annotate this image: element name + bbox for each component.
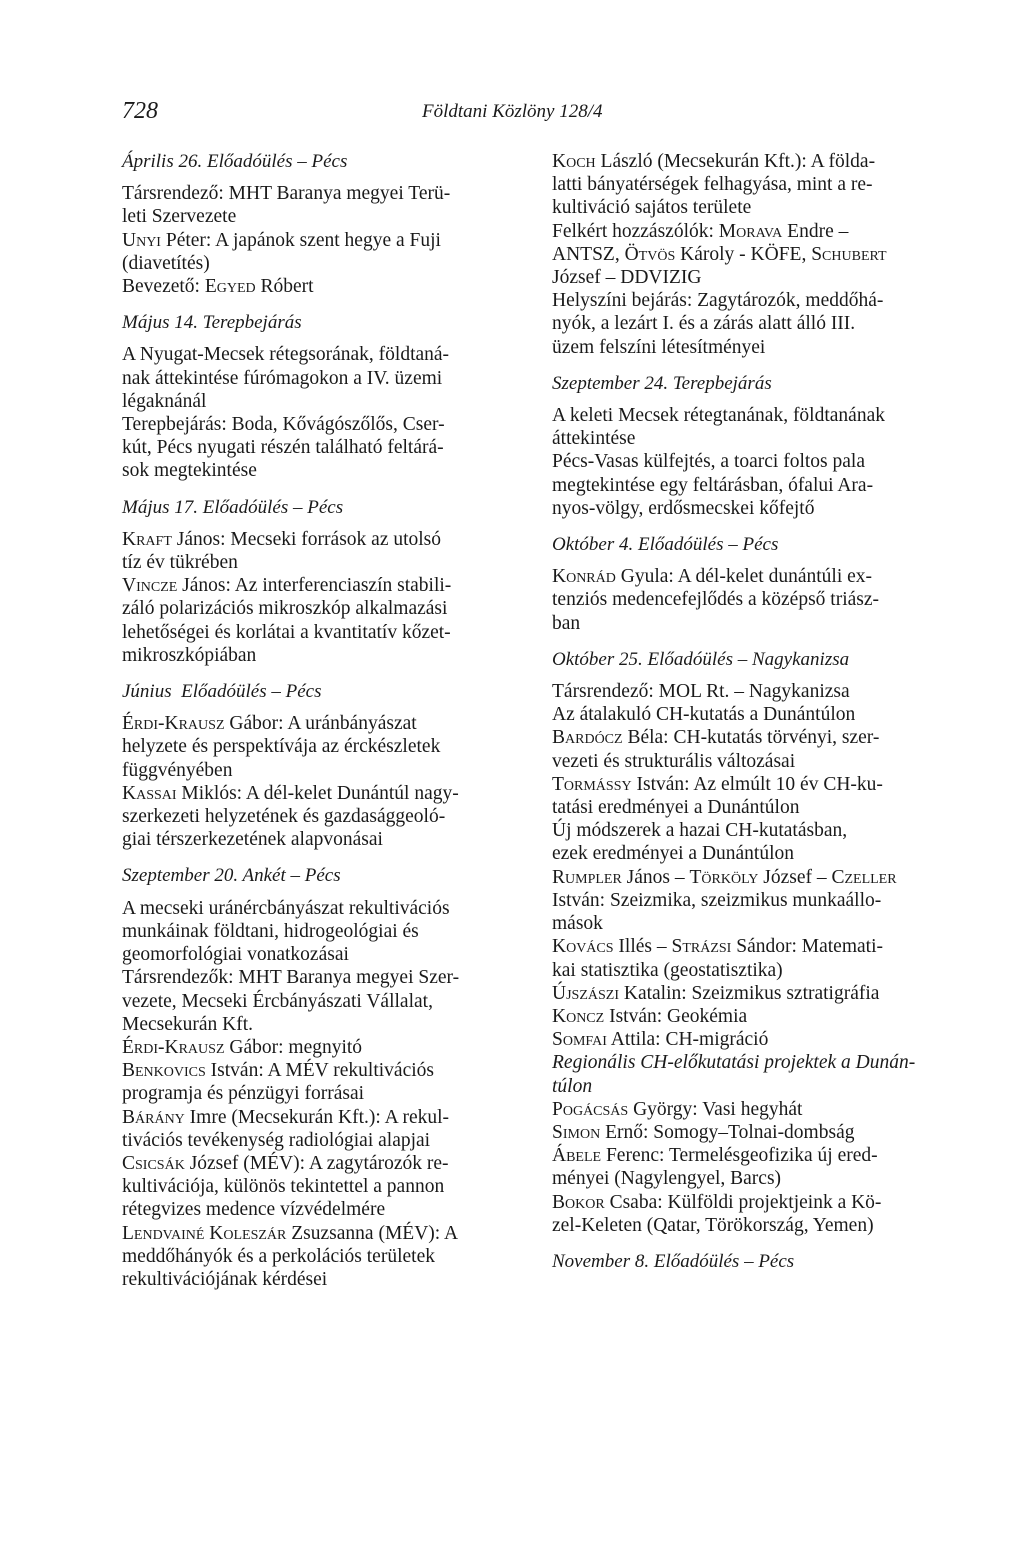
text-span: József – [758,866,832,888]
text-span: Miklós: A dél-kelet Dunántúl nagy- [176,782,459,804]
author-name: Schubert [811,243,887,265]
lecture-entry [122,528,527,551]
event-date: Szeptember 20. Ankét – Pécs [122,865,341,887]
lecture-entry [122,1059,527,1082]
text-line: vezete, Mecseki Ércbányászati Vállalat, [122,990,433,1012]
text-line: Az átalakuló CH-kutatás a Dunántúlon [552,704,856,726]
text-line [552,220,952,243]
lecture-entry [552,866,952,889]
text-span: Endre – [782,220,849,242]
lecture-entry [122,1222,527,1245]
author-name: Egyed [204,276,256,298]
text-line: A keleti Mecsek rétegtanának, földtanának [552,405,885,427]
text-line: Regionális CH-előkutatási projektek a Dunán- [552,1052,916,1074]
text-line: ményei (Nagylengyel, Barcs) [552,1168,782,1190]
event-date: Október 25. Előadóülés – Nagykanizsa [552,648,850,670]
text-line: A Nyugat-Mecsek rétegsorának, földtaná- [122,344,450,366]
author-name: Csicsák [122,1152,185,1174]
text-span: Csaba: Külföldi projektjeink a Kö- [604,1191,882,1213]
event-date: Október 4. Előadóülés – Pécs [552,534,779,556]
lecture-entry [122,712,527,735]
lecture-entry [552,935,952,958]
text-line: áttekintése [552,428,636,450]
text-span: Róbert [255,276,314,298]
text-span: ANTSZ, [552,243,625,265]
author-name: Tormássy [552,773,632,795]
text-line [552,243,952,266]
lecture-entry [552,565,952,588]
text-line: meddőhányók és a perkolációs területek [122,1245,435,1267]
author-name: Pogácsás [552,1098,629,1120]
event-september-24 [552,372,952,520]
author-name: Bárány [122,1106,185,1128]
text-span: Ferenc: Termelésgeofizika új ered- [601,1145,878,1167]
text-span: János: Az interferenciaszín stabili- [177,575,452,597]
text-line: munkáinak földtani, hidrogeológiai és [122,920,419,942]
event-date: Április 26. Előadóülés – Pécs [122,151,348,172]
lecture-entry [552,982,952,1005]
lecture-entry [552,1121,952,1144]
right-column [552,150,952,1273]
text-line: légaknánál [122,390,207,412]
text-span: János – [621,866,690,888]
event-may-14 [122,311,527,482]
text-line: sok megtekintése [122,460,257,482]
author-name: Bardócz [552,727,623,749]
text-span: József (MÉV): A zagytározók re- [184,1152,449,1174]
text-line: nyók, a lezárt I. és a zárás alatt álló III. [552,313,856,335]
author-name: Törköly [689,866,759,888]
text-line: kai statisztika (geostatisztika) [552,959,783,981]
author-name: Koncz [552,1005,605,1027]
text-line: Társrendező: MOL Rt. – Nagykanizsa [552,681,850,703]
author-name: Czeller [831,866,897,888]
author-name: Morava [718,220,783,242]
event-date: Május 17. Előadóülés – Pécs [122,496,344,518]
text-line: tíz év tükrében [122,552,238,574]
event-date: Június Előadóülés – Pécs [122,681,322,703]
text-line: kultiváció sajátos területe [552,197,752,219]
text-span: Sándor: Matemati- [731,936,883,958]
event-june [122,680,527,851]
lecture-entry [552,1028,952,1051]
lecture-entry [552,1098,952,1121]
author-name: Koch [552,151,596,172]
text-line: Pécs-Vasas külfejtés, a toarci foltos pala [552,451,865,473]
author-name: Kassai [122,782,177,804]
text-line: záló polarizációs mikroszkóp alkalmazási [122,598,448,620]
text-span: Felkért hozzászólók: [552,220,719,242]
lecture-entry [552,150,952,173]
page-header [0,98,1024,138]
text-line: István: Szeizmika, szeizmikus munkaállo- [552,889,882,911]
lecture-entry [552,1005,952,1028]
text-span: Imre (Mecsekurán Kft.): A rekul- [184,1106,450,1128]
text-line: szerkezeti helyzetének és gazdasággeoló- [122,806,446,828]
text-line: függvényében [122,759,233,781]
text-line: Mecsekurán Kft. [122,1013,254,1035]
author-name: Benkovics [122,1060,206,1082]
lecture-entry [122,782,527,805]
text-line: Új módszerek a hazai CH-kutatásban, [552,820,848,842]
event-date: November 8. Előadóülés – Pécs [552,1250,795,1272]
text-line: lehetőségei és korlátai a kvantitatív kőzet- [122,621,451,643]
event-date: Szeptember 24. Terepbejárás [552,372,772,394]
text-span: Ernő: Somogy–Tolnai-dombság [600,1121,855,1143]
event-may-17 [122,496,527,667]
text-span: Gábor: megnyitó [224,1036,363,1058]
text-span: László (Mecsekurán Kft.): A földa- [595,151,876,172]
text-span: Gyula: A dél-kelet dunántúli ex- [615,566,873,588]
author-name: Kraft [122,528,172,550]
text-line: kultivációja, különös tekintettel a pannon [122,1176,445,1198]
text-line: helyzete és perspektívája az érckészletek [122,736,441,758]
lecture-entry [552,773,952,796]
text-line: A mecseki uránércbányászat rekultivációs [122,897,450,919]
text-line: tivációs tevékenység radiológiai alapjai [122,1129,431,1151]
text-span: Béla: CH-kutatás törvényi, szer- [622,727,880,749]
lecture-entry [552,1144,952,1167]
text-line: zel-Keleten (Qatar, Törökország, Yemen) [552,1214,874,1236]
text-line: Helyszíni bejárás: Zagytározók, meddőhá- [552,290,884,312]
author-name: Unyi [122,229,161,251]
author-name: Rumpler [552,866,622,888]
text-line: ban [552,612,581,634]
author-name: Érdi-Krausz [122,713,225,735]
text-line: kút, Pécs nyugati részén található feltárá- [122,437,444,459]
event-november-8 [552,1250,952,1273]
text-span: János: Mecseki források az utolsó [171,528,442,550]
text-span: Attila: CH-migráció [606,1029,769,1051]
text-line: vezeti és strukturális változásai [552,750,796,772]
lecture-entry [122,1106,527,1129]
author-name: Lendvainé Koleszár [122,1222,287,1244]
author-name: Ötvös [624,243,676,265]
text-line: mikroszkópiában [122,644,257,666]
author-name: Kovács [552,936,614,958]
event-october-25 [552,648,952,1237]
event-october-4 [552,533,952,635]
event-april-26 [122,150,527,298]
text-span: István: Az elmúlt 10 év CH-ku- [631,773,883,795]
text-line: rekultivációjának kérdései [122,1268,328,1290]
text-line: latti bányatérségek felhagyása, mint a re- [552,174,873,196]
text-line: üzem felszíni létesítményei [552,336,766,358]
lecture-entry [552,726,952,749]
author-name: Újszászi [552,982,619,1004]
page-number: 728 [122,98,158,124]
author-name: Vincze [122,575,178,597]
text-line: Társrendezők: MHT Baranya megyei Szer- [122,967,460,989]
lecture-entry [122,229,527,252]
author-name: Strázsi [671,936,732,958]
event-date: Május 14. Terepbejárás [122,312,302,334]
text-span: Zsuzsanna (MÉV): A [286,1222,459,1244]
text-line: ezek eredményei a Dunántúlon [552,843,795,865]
text-span: Katalin: Szeizmikus sztratigráfia [618,982,880,1004]
author-name: Érdi-Krausz [122,1036,225,1058]
text-line: nyos-völgy, erdősmecskei kőfejtő [552,497,815,519]
text-span: Illés – [613,936,672,958]
text-line: leti Szervezete [122,206,237,228]
text-span: Gábor: A uránbányászat [224,713,417,735]
text-span: György: Vasi hegyhát [628,1098,803,1120]
author-name: Konrád [552,566,616,588]
text-line [122,275,527,298]
lecture-entry [122,1152,527,1175]
text-line: giai térszerkezetének alapvonásai [122,829,383,851]
text-span: István: Geokémia [604,1005,748,1027]
author-name: Bokor [552,1191,605,1213]
text-line: Terepbejárás: Boda, Kővágószőlős, Cser- [122,414,445,436]
text-line: Társrendező: MHT Baranya megyei Terü- [122,183,451,205]
text-line: geomorfológiai vonatkozásai [122,944,349,966]
text-span: Károly - KÖFE, [675,243,812,265]
text-span: Bevezető: [122,276,205,298]
event-september-20-cont [552,150,952,359]
event-september-20 [122,864,527,1291]
journal-title: Földtani Közlöny 128/4 [422,101,603,122]
left-column [122,150,527,1291]
text-line: megtekintése egy feltárásban, ófalui Ara- [552,474,874,496]
author-name: Ábele [552,1145,602,1167]
lecture-entry [122,574,527,597]
text-line: tatási eredményei a Dunántúlon [552,797,800,819]
text-line: tenziós medencefejlődés a középső triász- [552,589,880,611]
lecture-entry [552,1191,952,1214]
text-span: Péter: A japánok szent hegye a Fuji [160,229,441,251]
text-line: programja és pénzügyi forrásai [122,1083,365,1105]
author-name: Simon [552,1121,601,1143]
text-line: nak áttekintése fúrómagokon a IV. üzemi [122,367,443,389]
text-line: túlon [552,1075,593,1097]
author-name: Somfai [552,1029,607,1051]
lecture-entry [122,1036,527,1059]
text-line: József – DDVIZIG [552,267,702,289]
text-line: rétegvizes medence vízvédelmére [122,1199,386,1221]
text-span: István: A MÉV rekultivációs [205,1060,434,1082]
text-line: mások [552,913,603,935]
text-line: (diavetítés) [122,252,210,274]
